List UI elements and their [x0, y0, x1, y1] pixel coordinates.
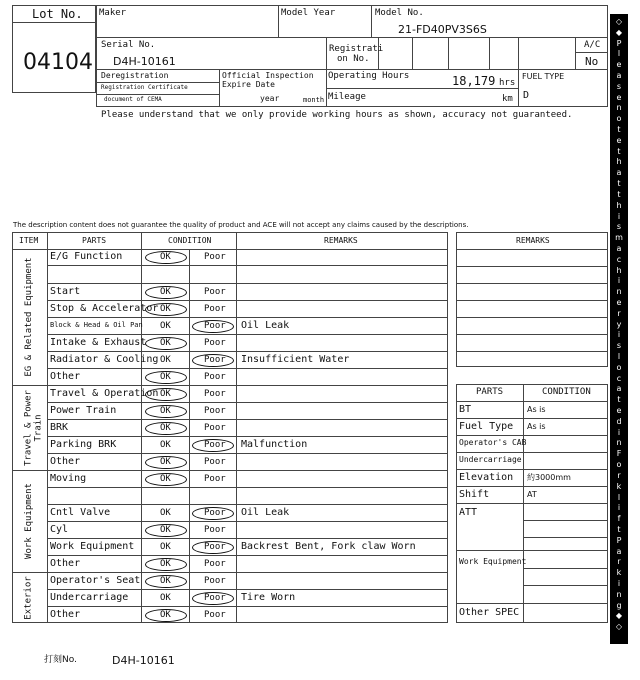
- row-divider: [47, 334, 448, 335]
- spec-condition: 約3000mm: [527, 472, 571, 482]
- condition-ok: OK: [160, 405, 171, 416]
- sidebar-letter: e: [616, 135, 622, 145]
- sidebar-letter: t: [617, 146, 621, 156]
- condition-poor: Poor: [204, 575, 226, 586]
- condition-ok: OK: [160, 609, 171, 620]
- location-note-sidebar: [610, 14, 628, 644]
- lot-number: 04104: [23, 50, 93, 75]
- sidebar-letter: r: [617, 557, 621, 567]
- spec-part: Fuel Type: [459, 420, 514, 432]
- ok-circle-mark: [145, 388, 187, 401]
- ac-label: A/C: [584, 40, 601, 50]
- row-divider: [47, 265, 448, 266]
- ok-circle-mark: [145, 303, 187, 316]
- spec-condition: As is: [527, 404, 546, 414]
- poor-circle-mark: [192, 320, 234, 333]
- sidebar-letter: y: [616, 319, 622, 329]
- row-part-label: Parking BRK: [50, 438, 117, 450]
- sidebar-letter: n: [616, 589, 622, 599]
- ok-circle-mark: [145, 575, 187, 588]
- sidebar-letter: g: [616, 600, 622, 610]
- serial-label: Serial No.: [101, 40, 156, 50]
- sidebar-letter: e: [616, 297, 622, 307]
- poor-circle-mark: [192, 541, 234, 554]
- row-divider: [47, 589, 448, 590]
- condition-poor: Poor: [204, 286, 226, 297]
- row-divider: [47, 368, 448, 369]
- spec-sub-line: [523, 537, 608, 538]
- fuel-type-label: FUEL TYPE: [522, 72, 565, 81]
- condition-poor: Poor: [204, 388, 226, 399]
- sidebar-letter: c: [616, 254, 622, 264]
- operating-hours-label: Operating Hours: [328, 71, 410, 81]
- row-part-label: Work Equipment: [50, 540, 135, 552]
- sidebar-letter: n: [616, 287, 622, 297]
- registration-certificate-label: Registration Certificate: [101, 84, 188, 91]
- poor-circle-mark: [192, 354, 234, 367]
- spec-part: Elevation: [459, 471, 514, 483]
- condition-ok: OK: [160, 371, 171, 382]
- row-divider: [47, 436, 448, 437]
- row-divider: [47, 555, 448, 556]
- sidebar-letter: r: [617, 470, 621, 480]
- row-divider: [47, 419, 448, 420]
- row-remark: Oil Leak: [241, 319, 290, 331]
- remark-line: [456, 334, 608, 335]
- stamp-label: 打刻No.: [44, 655, 77, 665]
- row-remark: Backrest Bent, Fork claw Worn: [241, 540, 416, 552]
- model-no-label: Model No.: [375, 8, 424, 18]
- condition-poor: Poor: [204, 371, 226, 382]
- row-part-label: Block & Head & Oil Pan: [50, 320, 143, 329]
- row-divider: [47, 317, 448, 318]
- sidebar-letter: t: [617, 395, 621, 405]
- sidebar-letter: k: [616, 481, 622, 491]
- operating-hours-value: 18,179: [452, 74, 496, 88]
- ok-circle-mark: [145, 405, 187, 418]
- sidebar-letter: h: [616, 157, 622, 167]
- sidebar-letter: l: [617, 492, 621, 502]
- ok-circle-mark: [145, 609, 187, 622]
- sidebar-letter: t: [617, 179, 621, 189]
- condition-poor: Poor: [204, 354, 226, 365]
- spec-parts-label: PARTS: [476, 387, 504, 397]
- row-divider: [47, 351, 448, 352]
- condition-poor: Poor: [204, 320, 226, 331]
- ok-circle-mark: [145, 524, 187, 537]
- inspection-label-2: Expire Date: [222, 80, 275, 89]
- row-part-label: Other: [50, 557, 81, 569]
- sidebar-letter: e: [616, 60, 622, 70]
- spec-condition-label: CONDITION: [542, 387, 591, 397]
- sidebar-letter: t: [617, 125, 621, 135]
- sidebar-letter: n: [616, 438, 622, 448]
- row-part-label: Intake & Exhaust: [50, 336, 147, 348]
- row-part-label: Radiator & Cooling: [50, 353, 159, 365]
- spec-part: Operator's CAB: [459, 437, 527, 447]
- condition-ok: OK: [160, 439, 171, 450]
- ok-circle-mark: [145, 558, 187, 571]
- condition-ok: OK: [160, 541, 171, 552]
- condition-ok: OK: [160, 575, 171, 586]
- spec-divider: [456, 503, 608, 504]
- remark-line: [456, 283, 608, 284]
- sidebar-letter: ◆: [615, 27, 623, 37]
- row-divider: [47, 402, 448, 403]
- row-divider: [47, 283, 448, 284]
- sidebar-letter: s: [616, 341, 622, 351]
- row-divider: [12, 572, 448, 573]
- sidebar-letter: l: [617, 49, 621, 59]
- inspection-label: Official Inspection: [222, 71, 314, 80]
- sidebar-letter: c: [616, 373, 622, 383]
- ok-circle-mark: [145, 286, 187, 299]
- fuel-type-value: D: [523, 90, 530, 101]
- condition-ok: OK: [160, 422, 171, 433]
- spec-divider: [456, 550, 608, 551]
- item-group-label: Travel & Power Train: [23, 389, 44, 466]
- row-divider: [47, 453, 448, 454]
- condition-ok: OK: [160, 354, 171, 365]
- row-divider: [47, 487, 448, 488]
- sidebar-letter: k: [616, 568, 622, 578]
- row-part-label: Travel & Operation: [50, 387, 159, 399]
- row-part-label: Moving: [50, 472, 87, 484]
- condition-ok: OK: [160, 252, 171, 262]
- row-part-label: Power Train: [50, 404, 117, 416]
- condition-poor: Poor: [204, 337, 226, 348]
- sidebar-letter: o: [616, 460, 622, 470]
- condition-ok: OK: [160, 507, 171, 518]
- model-year-label: Model Year: [281, 8, 336, 18]
- disclaimer-text: The description content does not guarantee the quality of product and ACE will not accept any claims caused by the descriptions.: [13, 221, 469, 229]
- ok-circle-mark: [145, 371, 187, 384]
- row-remark: Oil Leak: [241, 506, 290, 518]
- row-divider: [12, 470, 448, 471]
- sidebar-letter: a: [616, 243, 622, 253]
- ok-circle-mark: [145, 456, 187, 469]
- row-divider: [12, 385, 448, 386]
- sidebar-letter: d: [616, 416, 622, 426]
- row-part-label: Start: [50, 285, 81, 297]
- condition-poor: Poor: [204, 524, 226, 535]
- sidebar-letter: f: [617, 514, 621, 524]
- row-divider: [47, 538, 448, 539]
- ok-circle-mark: [145, 251, 187, 264]
- sidebar-letter: F: [616, 449, 622, 459]
- month-label: month: [303, 96, 325, 104]
- sidebar-letter: ◇: [615, 17, 623, 26]
- sidebar-letter: a: [616, 71, 622, 81]
- spec-divider: [456, 418, 608, 419]
- item-group-label: Work Equipment: [23, 483, 34, 559]
- row-divider: [47, 504, 448, 505]
- poor-circle-mark: [192, 507, 234, 520]
- sidebar-letter: m: [615, 233, 623, 243]
- condition-poor: Poor: [204, 558, 226, 569]
- sidebar-letter: i: [617, 330, 621, 340]
- maker-label: Maker: [99, 8, 127, 18]
- spec-condition: AT: [527, 489, 537, 499]
- header-remarks: REMARKS: [324, 236, 358, 245]
- spec-sub-line: [523, 520, 608, 521]
- condition-ok: OK: [160, 558, 171, 569]
- row-part-label: E/G Function: [50, 251, 123, 262]
- condition-ok: OK: [160, 592, 171, 603]
- row-divider: [47, 521, 448, 522]
- sidebar-letter: o: [616, 362, 622, 372]
- spec-part: Other SPEC: [459, 607, 520, 618]
- condition-ok: OK: [160, 286, 171, 297]
- poor-circle-mark: [192, 439, 234, 452]
- sidebar-letter: a: [616, 546, 622, 556]
- sidebar-letter: a: [616, 168, 622, 178]
- ok-circle-mark: [145, 473, 187, 486]
- item-group-label: EG & Related Equipment: [23, 257, 34, 377]
- year-label: year: [260, 94, 280, 103]
- sidebar-letter: e: [616, 92, 622, 102]
- condition-poor: Poor: [204, 541, 226, 552]
- right-remarks-label: REMARKS: [516, 236, 550, 245]
- ok-circle-mark: [145, 422, 187, 435]
- condition-ok: OK: [160, 473, 171, 484]
- spec-part: Undercarriage: [459, 454, 522, 464]
- condition-ok: OK: [160, 320, 171, 331]
- condition-poor: Poor: [204, 592, 226, 603]
- sidebar-letter: o: [616, 114, 622, 124]
- condition-ok: OK: [160, 388, 171, 399]
- condition-poor: Poor: [204, 507, 226, 518]
- row-part-label: BRK: [50, 421, 69, 433]
- sidebar-letter: h: [616, 200, 622, 210]
- row-part-label: Operator's Seat: [50, 574, 141, 586]
- row-part-label: Other: [50, 370, 81, 382]
- condition-ok: OK: [160, 524, 171, 535]
- mileage-label: Mileage: [328, 92, 366, 102]
- condition-poor: Poor: [204, 473, 226, 484]
- spec-divider: [456, 486, 608, 487]
- remark-line: [456, 317, 608, 318]
- condition-poor: Poor: [204, 609, 226, 620]
- row-part-label: Cntl Valve: [50, 506, 111, 518]
- header-parts: PARTS: [82, 236, 107, 245]
- condition-poor: Poor: [204, 405, 226, 416]
- registration-label-2: on No.: [337, 54, 370, 64]
- poor-circle-mark: [192, 592, 234, 605]
- header-item: ITEM: [19, 236, 39, 245]
- item-group-label: Exterior: [23, 575, 34, 620]
- row-remark: Malfunction: [241, 438, 308, 450]
- sidebar-letter: s: [616, 81, 622, 91]
- remark-line: [456, 300, 608, 301]
- lot-label: Lot No.: [32, 7, 83, 21]
- spec-divider: [456, 435, 608, 436]
- sidebar-letter: i: [617, 503, 621, 513]
- condition-poor: Poor: [204, 252, 226, 262]
- sidebar-letter: t: [617, 524, 621, 534]
- condition-ok: OK: [160, 456, 171, 467]
- remark-line: [456, 266, 608, 267]
- sidebar-letter: s: [616, 222, 622, 232]
- condition-poor: Poor: [204, 456, 226, 467]
- spec-part: BT: [459, 403, 472, 415]
- km-unit: km: [502, 94, 513, 104]
- hrs-unit: hrs: [499, 78, 516, 88]
- stamp-value: D4H-10161: [112, 654, 175, 667]
- sidebar-letter: i: [617, 211, 621, 221]
- condition-poor: Poor: [204, 303, 226, 314]
- condition-poor: Poor: [204, 422, 226, 433]
- sidebar-letter: r: [617, 308, 621, 318]
- row-divider: [47, 606, 448, 607]
- sidebar-letter: n: [616, 103, 622, 113]
- row-remark: Insufficient Water: [241, 353, 350, 365]
- hours-notice: Please understand that we only provide working hours as shown, accuracy not guaranteed.: [101, 110, 573, 120]
- row-part-label: Stop & Accelerator: [50, 302, 159, 314]
- condition-ok: OK: [160, 303, 171, 314]
- remark-line: [456, 249, 608, 250]
- row-divider: [47, 300, 448, 301]
- spec-divider: [456, 469, 608, 470]
- sidebar-letter: i: [617, 427, 621, 437]
- spec-sub-line: [523, 585, 608, 586]
- sidebar-letter: P: [616, 38, 622, 48]
- sidebar-letter: P: [616, 535, 622, 545]
- cema-label: document of CEMA: [104, 96, 162, 103]
- spec-sub-line: [523, 568, 608, 569]
- registration-label: Registrati: [329, 44, 384, 54]
- ac-value: No: [585, 55, 599, 68]
- row-part-label: Undercarriage: [50, 591, 129, 603]
- sidebar-letter: t: [617, 189, 621, 199]
- spec-divider: [456, 603, 608, 604]
- serial-value: D4H-10161: [113, 55, 176, 68]
- row-part-label: Other: [50, 608, 81, 620]
- sidebar-letter: ◇: [615, 622, 623, 632]
- sidebar-letter: e: [616, 406, 622, 416]
- sidebar-letter: ◆: [615, 611, 623, 621]
- sidebar-letter: l: [617, 352, 621, 362]
- deregistration-label: Deregistration: [101, 71, 169, 80]
- row-part-label: Cyl: [50, 523, 69, 535]
- sidebar-letter: h: [616, 265, 622, 275]
- header-condition: CONDITION: [168, 236, 212, 245]
- row-remark: Tire Worn: [241, 591, 296, 603]
- spec-part: ATT: [459, 507, 478, 518]
- condition-poor: Poor: [204, 439, 226, 450]
- row-part-label: Other: [50, 455, 81, 467]
- remark-line: [456, 351, 608, 352]
- sidebar-letter: i: [617, 276, 621, 286]
- sidebar-letter: a: [616, 384, 622, 394]
- spec-part: Work Equipment: [459, 557, 527, 566]
- sidebar-letter: i: [617, 578, 621, 588]
- spec-divider: [456, 452, 608, 453]
- spec-part: Shift: [459, 488, 490, 500]
- spec-condition: As is: [527, 421, 546, 431]
- condition-ok: OK: [160, 337, 171, 348]
- ok-circle-mark: [145, 337, 187, 350]
- model-no-value: 21-FD40PV3S6S: [398, 23, 487, 36]
